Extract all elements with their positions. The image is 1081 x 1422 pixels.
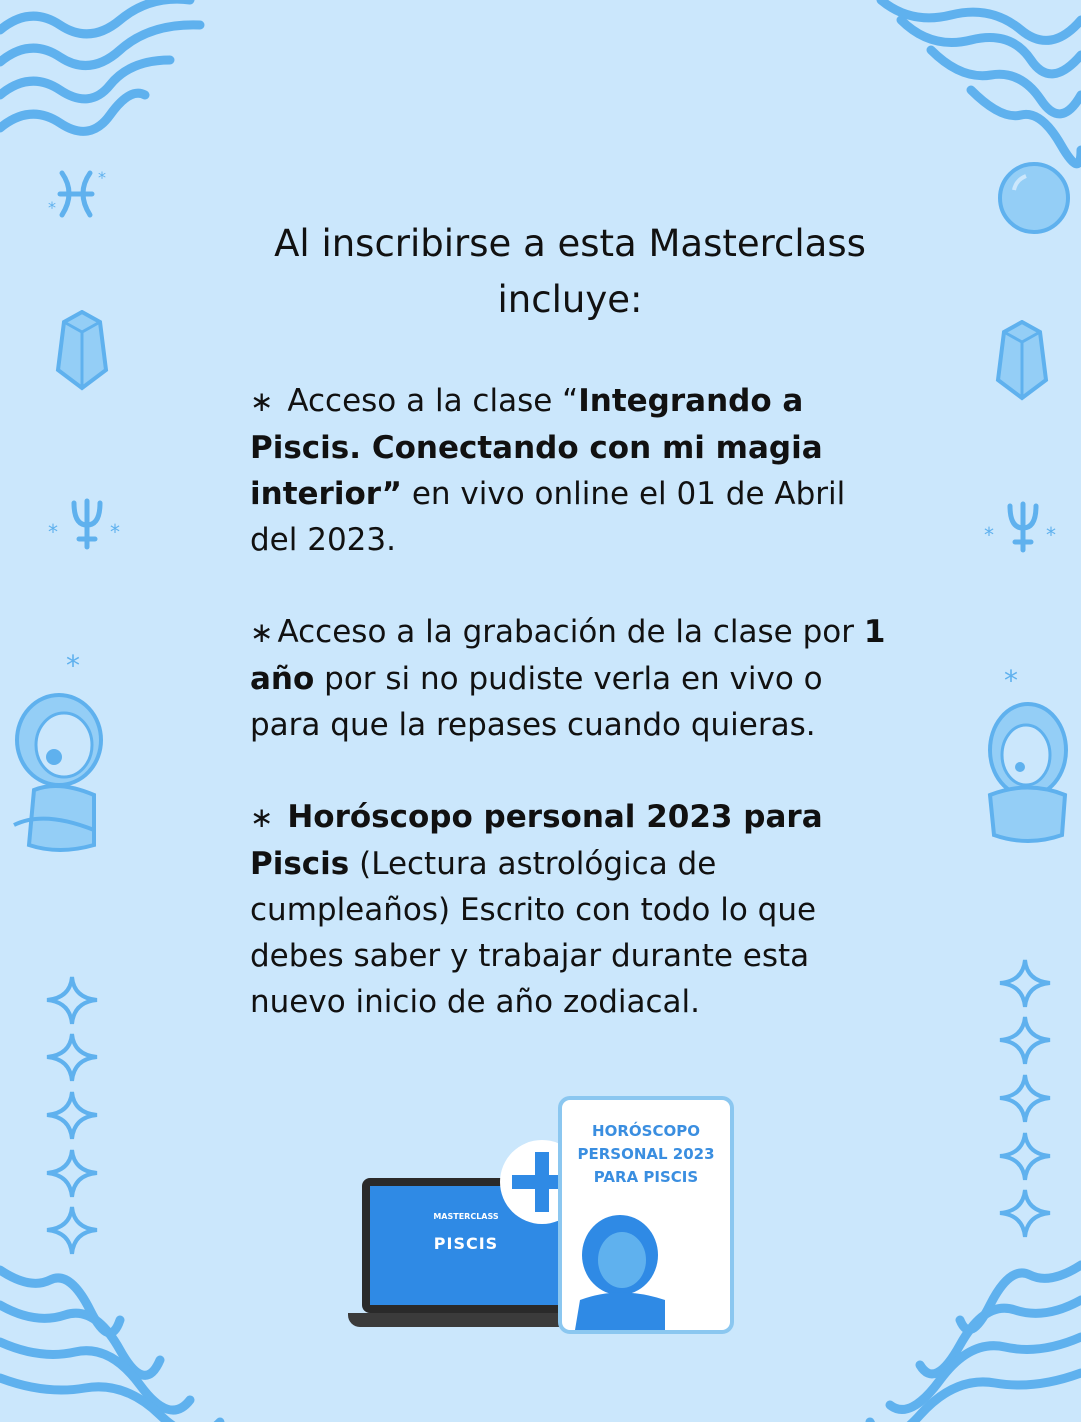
svg-text:*: * xyxy=(48,520,58,544)
svg-text:*: * xyxy=(98,168,106,187)
svg-text:*: * xyxy=(66,649,80,682)
wave-border-icon xyxy=(0,1260,240,1422)
svg-text:*: * xyxy=(110,520,120,544)
tablet-mockup xyxy=(558,1096,734,1334)
sparkle-star-icon xyxy=(995,955,1055,1250)
page-title: Al inscribirse a esta Masterclass incluye: xyxy=(274,222,866,321)
wave-border-icon xyxy=(850,1255,1081,1422)
trident-icon xyxy=(44,495,130,555)
svg-text:*: * xyxy=(1046,523,1056,547)
laptop-base xyxy=(348,1313,584,1327)
trident-icon xyxy=(980,498,1066,558)
mermaid-figure-icon xyxy=(980,655,1075,850)
asterisk-icon: ∗ xyxy=(250,385,274,418)
list-item: ∗ Acceso a la clase “Integrando a Piscis. Conectando con mi magia interior” en vivo online el 01 de Abril del 2023. xyxy=(250,383,846,558)
svg-text:*: * xyxy=(984,523,994,547)
mermaid-figure-icon xyxy=(570,1210,670,1330)
asterisk-icon: ∗ xyxy=(250,616,274,649)
mermaid-figure-icon xyxy=(4,645,114,860)
wave-border-icon xyxy=(0,0,230,170)
crystal-icon xyxy=(52,310,112,392)
svg-text:*: * xyxy=(1004,664,1018,697)
list-item: ∗ Horóscopo personal 2023 para Piscis (Lectura astrológica de cumpleaños) Escrito con todo lo que debes saber y trabajar durante esta nuevo inicio de año zodiacal. xyxy=(250,799,823,1020)
asterisk-icon: ∗ xyxy=(250,801,274,834)
tablet-label: HORÓSCOPO PERSONAL 2023 PARA PISCIS xyxy=(577,1122,715,1186)
masterclass-badge: MASTERCLASS xyxy=(433,1212,499,1221)
svg-text:*: * xyxy=(48,198,56,217)
benefits-list xyxy=(250,378,900,1071)
list-item: ∗ Acceso a la grabación de la clase por 1 año por si no pudiste verla en vivo o para que la repases cuando quieras. xyxy=(250,614,886,743)
moon-circle-icon xyxy=(996,160,1072,236)
pisces-symbol-icon xyxy=(46,165,116,225)
sparkle-star-icon xyxy=(42,972,102,1262)
crystal-icon xyxy=(992,320,1052,402)
screen-title: PISCIS xyxy=(433,1234,499,1253)
